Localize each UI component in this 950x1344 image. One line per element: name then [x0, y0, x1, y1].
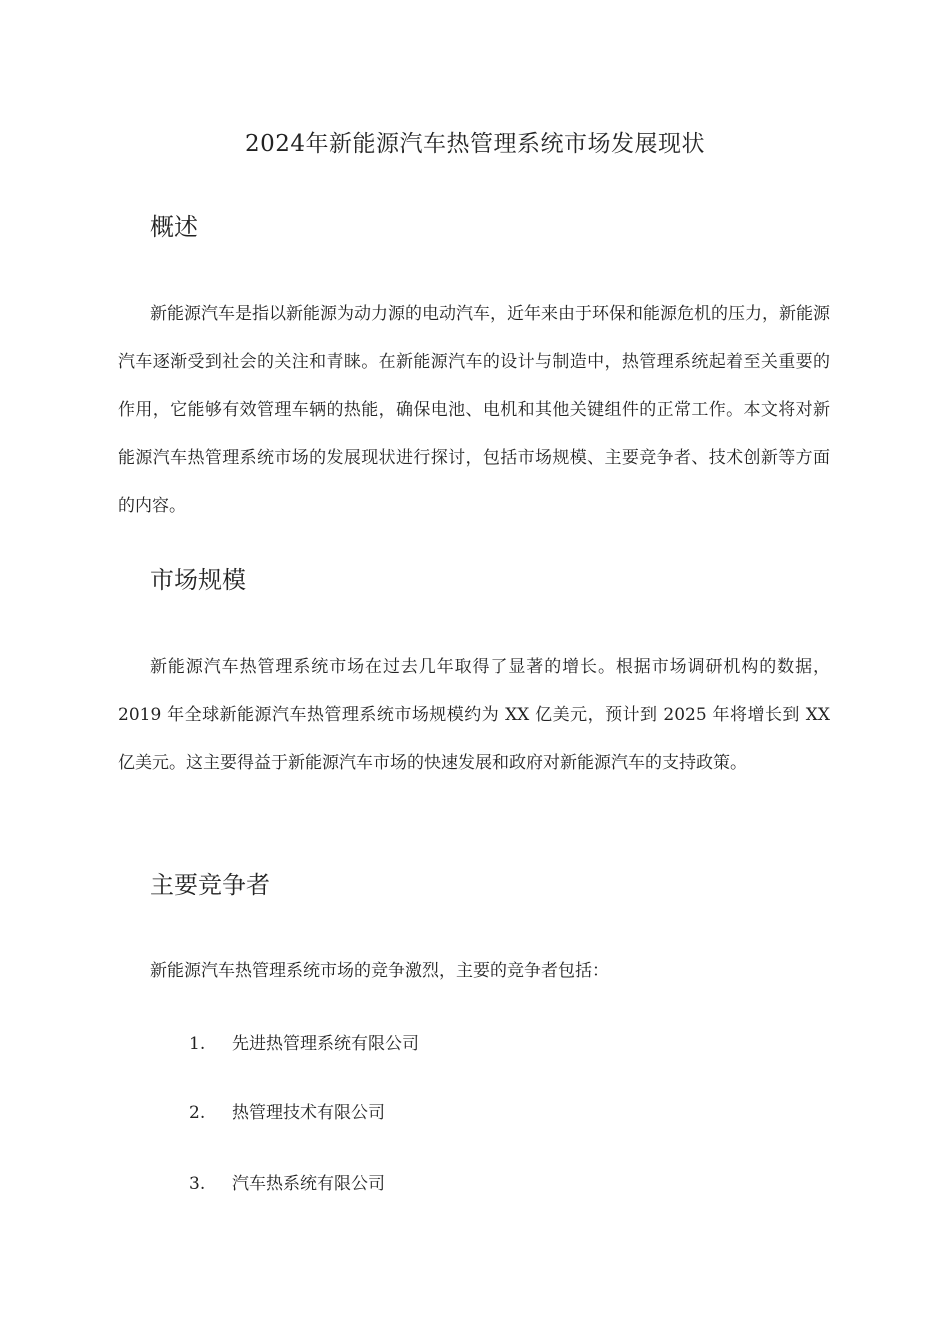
- section-paragraph-market-size: 新能源汽车热管理系统市场在过去几年取得了显著的增长。根据市场调研机构的数据，2019 年全球新能源汽车热管理系统市场规模约为 XX 亿美元，预计到 2025 年将增长到 XX 亿美元。这主要得益于新能源汽车市场的快速发展和政府对新能源汽车的支持政策。: [118, 657, 830, 773]
- section-paragraph-competitors: 新能源汽车热管理系统市场的竞争激烈，主要的竞争者包括：: [150, 961, 609, 981]
- list-item-text: 热管理技术有限公司: [232, 1103, 385, 1123]
- section-paragraph-overview: 新能源汽车是指以新能源为动力源的电动汽车，近年来由于环保和能源危机的压力，新能源汽车逐渐受到社会的关注和青睐。在新能源汽车的设计与制造中，热管理系统起着至关重要的作用，它能够有效管理车辆的热能，确保电池、电机和其他关键组件的正常工作。本文将对新能源汽车热管理系统市场的发展现状进行探讨，包括市场规模、主要竞争者、技术创新等方面的内容。: [118, 304, 830, 516]
- section-heading-market-size: 市场规模: [150, 566, 246, 594]
- list-item-number: 2.: [189, 1103, 206, 1123]
- list-item-text: 先进热管理系统有限公司: [232, 1034, 419, 1054]
- section-heading-competitors: 主要竞争者: [150, 871, 270, 899]
- list-item-number: 1.: [189, 1034, 206, 1054]
- section-heading-overview: 概述: [150, 213, 198, 241]
- list-item: [0, 1098, 600, 1128]
- list-item-number: 3.: [189, 1174, 206, 1194]
- list-item: [0, 1029, 600, 1059]
- document-title: 2024年新能源汽车热管理系统市场发展现状: [244, 131, 706, 157]
- list-item-text: 汽车热系统有限公司: [232, 1174, 385, 1194]
- list-item: [0, 1169, 600, 1199]
